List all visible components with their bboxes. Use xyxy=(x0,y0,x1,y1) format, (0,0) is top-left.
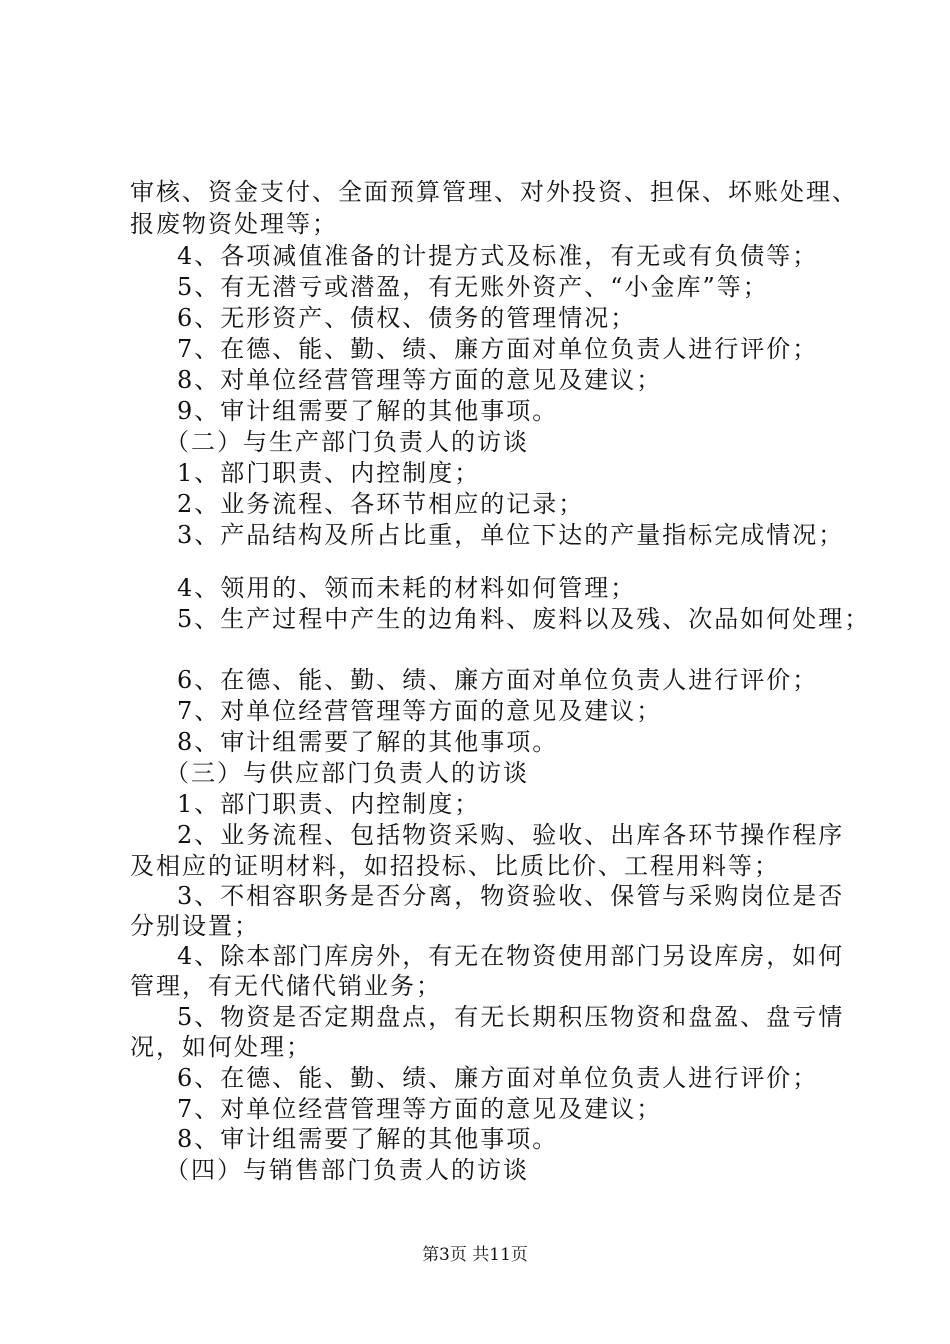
text-line: 报废物资处理等； xyxy=(130,210,338,238)
text-line: 4、领用的、领而未耗的材料如何管理； xyxy=(177,574,637,602)
text-line: 8、审计组需要了解的其他事项。 xyxy=(177,728,559,756)
text-line: 7、在德、能、勤、绩、廉方面对单位负责人进行评价； xyxy=(177,335,819,363)
text-line: 5、生产过程中产生的边角料、废料以及残、次品如何处理； xyxy=(177,605,871,633)
section-heading: （三）与供应部门负责人的访谈 xyxy=(165,759,529,787)
text-line: 9、审计组需要了解的其他事项。 xyxy=(177,397,559,425)
section-heading: （二）与生产部门负责人的访谈 xyxy=(165,428,529,456)
text-line: 8、对单位经营管理等方面的意见及建议； xyxy=(177,366,663,394)
text-line: 1、部门职责、内控制度； xyxy=(177,790,481,818)
text-line: 7、对单位经营管理等方面的意见及建议； xyxy=(177,1095,663,1123)
text-line: 6、在德、能、勤、绩、廉方面对单位负责人进行评价； xyxy=(177,666,819,694)
text-line: 及相应的证明材料，如招投标、比质比价、工程用料等； xyxy=(130,852,780,880)
text-line: 审核、资金支付、全面预算管理、对外投资、担保、坏账处理、 xyxy=(130,178,858,206)
text-line: 分别设置； xyxy=(130,912,260,940)
text-line: 8、审计组需要了解的其他事项。 xyxy=(177,1125,559,1153)
text-line: 2、业务流程、各环节相应的记录； xyxy=(177,490,585,518)
section-heading: （四）与销售部门负责人的访谈 xyxy=(165,1156,529,1184)
text-line: 管理，有无代储代销业务； xyxy=(130,972,442,1000)
text-line: 况，如何处理； xyxy=(130,1033,312,1061)
text-line: 1、部门职责、内控制度； xyxy=(177,459,481,487)
text-line: 6、无形资产、债权、债务的管理情况； xyxy=(177,304,637,332)
text-line: 4、各项减值准备的计提方式及标准，有无或有负债等； xyxy=(177,242,819,270)
text-line: 7、对单位经营管理等方面的意见及建议； xyxy=(177,697,663,725)
text-line: 3、不相容职务是否分离，物资验收、保管与采购岗位是否 xyxy=(177,882,845,910)
text-line: 5、物资是否定期盘点，有无长期积压物资和盘盈、盘亏情 xyxy=(177,1003,845,1031)
text-line: 2、业务流程、包括物资采购、验收、出库各环节操作程序 xyxy=(177,821,845,849)
text-line: 4、除本部门库房外，有无在物资使用部门另设库房，如何 xyxy=(177,942,845,970)
text-line: 5、有无潜亏或潜盈，有无账外资产、“小金库”等； xyxy=(177,273,769,301)
page-number-footer: 第3页 共11页 xyxy=(422,1245,528,1265)
text-line: 3、产品结构及所占比重，单位下达的产量指标完成情况； xyxy=(177,521,845,549)
text-line: 6、在德、能、勤、绩、廉方面对单位负责人进行评价； xyxy=(177,1064,819,1092)
